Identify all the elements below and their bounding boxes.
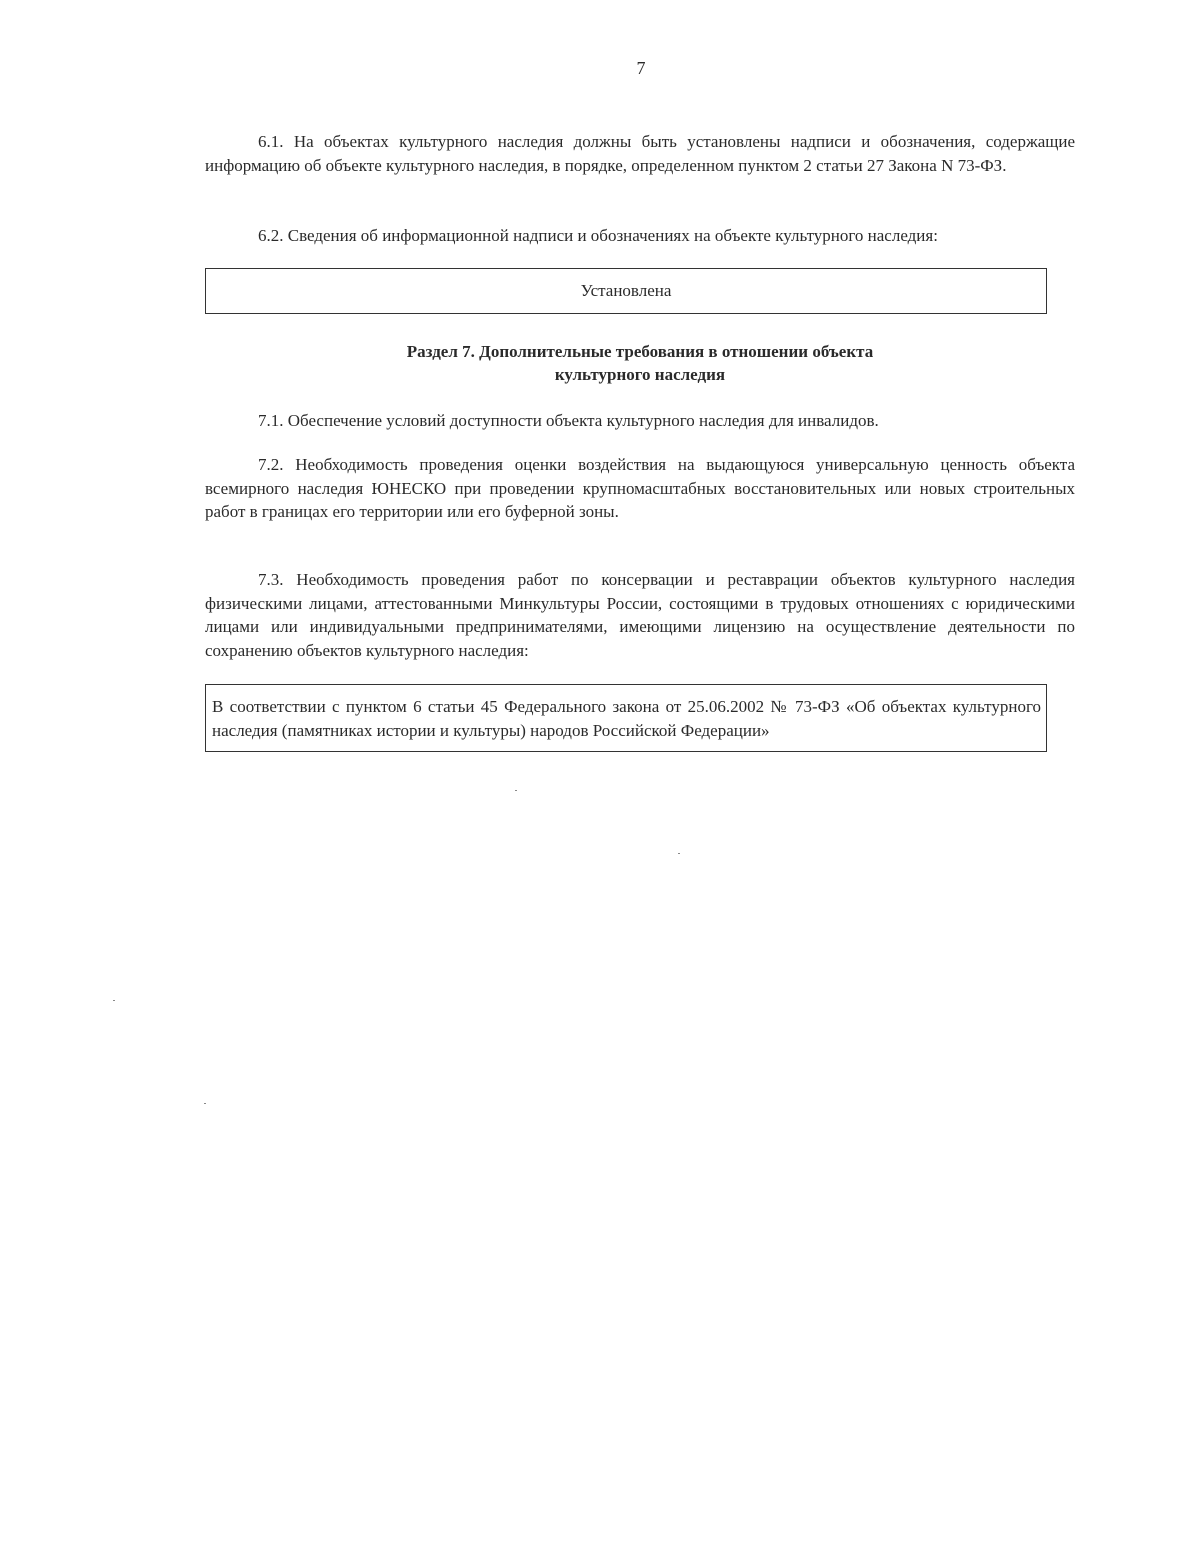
inscription-status-box (205, 268, 1047, 314)
paragraph-7-1: 7.1. Обеспечение условий доступности объекта культурного наследия для инвалидов. (258, 411, 879, 430)
inscription-status-text: Установлена (580, 281, 672, 300)
paragraph-6-1: 6.1. На объектах культурного наследия должны быть установлены надписи и обозначения, содержащие информацию об объекте культурного наследия, в порядке, определенном пунктом 2 статьи 27 Закона N 73-ФЗ. (205, 132, 1075, 175)
section-7-title (205, 340, 1075, 386)
section-7-title-line-1: Раздел 7. Дополнительные требования в отношении объекта (406, 342, 874, 361)
scan-speck (678, 853, 680, 854)
paragraph-7-3: 7.3. Необходимость проведения работ по консервации и реставрации объектов культурного наследия физическими лицами, аттестованными Минкультуры России, состоящими в трудовых отношениях с юридическими лицами или индивидуальными предпринимателями, имеющими лицензию на осуществление деятельности по сохранению объектов культурного наследия: (205, 570, 1075, 660)
scan-speck (515, 790, 517, 791)
section-7-title-line-2: культурного наследия (554, 365, 726, 384)
scan-speck (113, 1000, 115, 1001)
restoration-requirement-text: В соответствии с пунктом 6 статьи 45 Федерального закона от 25.06.2002 № 73-ФЗ «Об объектах культурного наследия (памятниках истории и культуры) народов Российской Федерации» (212, 697, 1041, 740)
paragraph-6-2: 6.2. Сведения об информационной надписи и обозначениях на объекте культурного наследия: (258, 226, 938, 245)
paragraph-7-2: 7.2. Необходимость проведения оценки воздействия на выдающуюся универсальную ценность объекта всемирного наследия ЮНЕСКО при проведении крупномасштабных восстановительных или новых строительных работ в границах его территории или его буферной зоны. (205, 455, 1075, 521)
scan-speck (204, 1103, 206, 1104)
page-number: 7 (636, 58, 646, 78)
restoration-requirement-box (205, 684, 1047, 752)
